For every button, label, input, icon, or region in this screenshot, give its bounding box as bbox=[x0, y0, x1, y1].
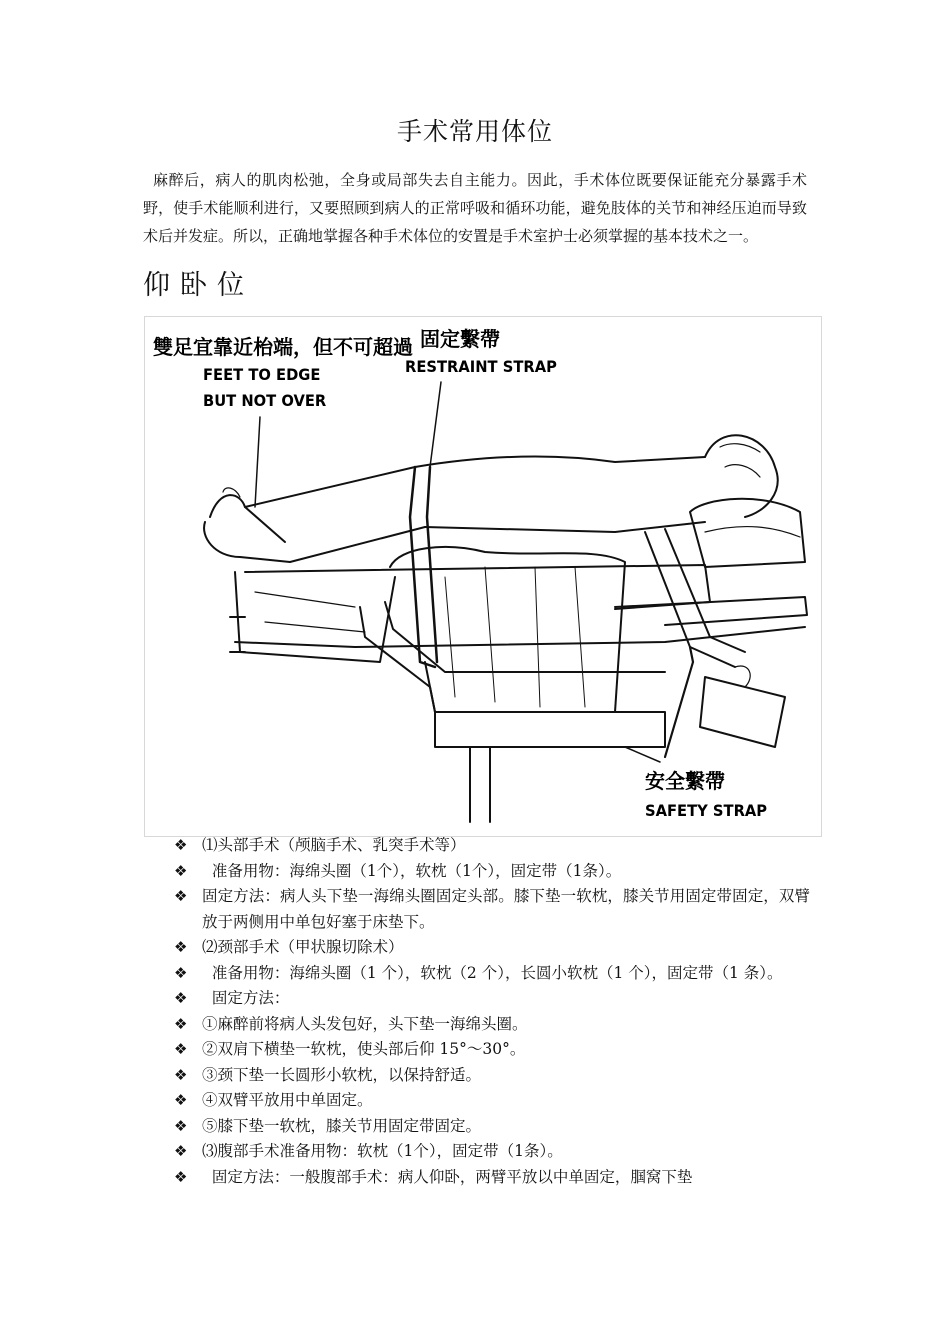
list-item: ❖ ⑤膝下垫一软枕，膝关节用固定带固定。 bbox=[174, 1114, 810, 1140]
list-item: ❖ 准备用物：海绵头圈（1个），软枕（1个），固定带（1条）。 bbox=[174, 859, 810, 885]
feet-label-chinese: 雙足宜靠近枱端，但不可超過 bbox=[153, 335, 413, 359]
list-item: ❖ 固定方法：病人头下垫一海绵头圈固定头部。膝下垫一软枕，膝关节用固定带固定，双臂放于两侧用中单包好塞于床垫下。 bbox=[174, 884, 810, 935]
bullet-icon: ❖ bbox=[174, 1142, 188, 1160]
bullet-icon: ❖ bbox=[174, 963, 188, 982]
section-heading: 仰卧位 bbox=[143, 270, 254, 301]
supine-position-figure bbox=[144, 316, 822, 837]
feet-label-english-line-1: FEET TO EDGE bbox=[203, 365, 321, 384]
bullet-icon: ❖ bbox=[174, 938, 188, 956]
bullet-icon: ❖ bbox=[174, 989, 188, 1007]
bullet-icon: ❖ bbox=[174, 1116, 188, 1135]
bullet-icon: ❖ bbox=[174, 1014, 188, 1033]
list-item: ❖ ⑵颈部手术（甲状腺切除术） bbox=[174, 935, 810, 961]
list-item: ❖ ②双肩下横垫一软枕，使头部后仰 15°～30°。 bbox=[174, 1037, 810, 1063]
bullet-icon: ❖ bbox=[174, 1065, 188, 1084]
list-item: ❖ ⑴头部手术（颅脑手术、乳突手术等） bbox=[174, 833, 810, 859]
list-item: ❖ ④双臂平放用中单固定。 bbox=[174, 1088, 810, 1114]
safety-strap-label-chinese: 安全繫帶 bbox=[645, 769, 725, 793]
feet-label-english-line-2: BUT NOT OVER bbox=[203, 391, 327, 410]
bullet-icon: ❖ bbox=[174, 1167, 188, 1186]
positioning-instructions-list bbox=[174, 833, 810, 1190]
bullet-icon: ❖ bbox=[174, 861, 188, 880]
list-item: ❖ ③颈下垫一长圆形小软枕，以保持舒适。 bbox=[174, 1063, 810, 1089]
list-item: ❖ ⑶腹部手术准备用物：软枕（1个），固定带（1条）。 bbox=[174, 1139, 810, 1165]
restraint-strap-label-chinese: 固定繫帶 bbox=[420, 327, 500, 351]
bullet-icon: ❖ bbox=[174, 1091, 188, 1109]
bullet-icon: ❖ bbox=[174, 1040, 188, 1058]
restraint-strap-label-english: RESTRAINT STRAP bbox=[405, 357, 557, 376]
intro-paragraph: 麻醉后，病人的肌肉松弛，全身或局部失去自主能力。因此，手术体位既要保证能充分暴露手术野，使手术能顺利进行，又要照顾到病人的正常呼吸和循环功能，避免肢体的关节和神经压迫而导致术后并发症。所以，正确地掌握各种手术体位的安置是手术室护士必须掌握的基本技术之一。 bbox=[143, 171, 807, 245]
list-item: ❖ 固定方法： bbox=[174, 986, 810, 1012]
bullet-icon: ❖ bbox=[174, 887, 188, 905]
list-item: ❖ ①麻醉前将病人头发包好，头下垫一海绵头圈。 bbox=[174, 1012, 810, 1038]
safety-strap-label-english: SAFETY STRAP bbox=[645, 801, 768, 820]
bullet-icon: ❖ bbox=[174, 836, 188, 854]
list-item: ❖ 固定方法：一般腹部手术：病人仰卧，两臂平放以中单固定，腘窝下垫 bbox=[174, 1165, 810, 1191]
page-title: 手术常用体位 bbox=[396, 117, 553, 146]
list-item: ❖ 准备用物：海绵头圈（1 个），软枕（2 个），长圆小软枕（1 个），固定带（1 条）。 bbox=[174, 961, 810, 987]
